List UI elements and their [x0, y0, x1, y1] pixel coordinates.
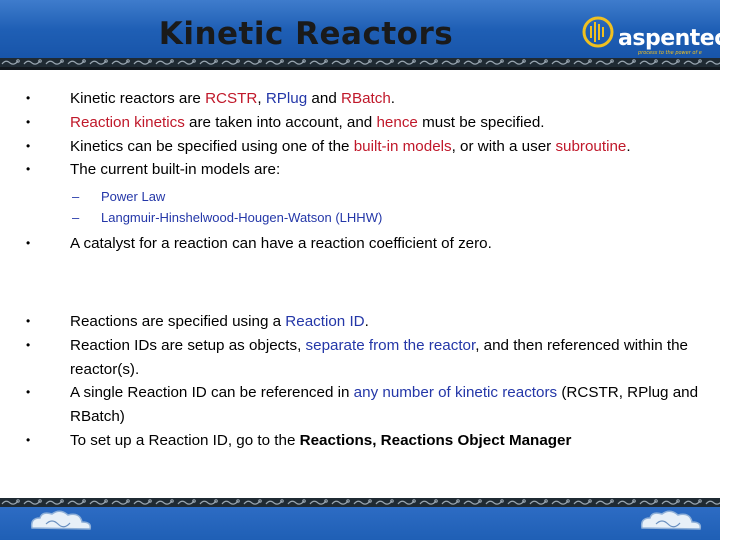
bullet-text-segment: .	[364, 312, 369, 330]
bullet-dot-icon: •	[26, 114, 31, 129]
bullet-text-segment: separate from the reactor	[305, 336, 476, 354]
bullet-text-segment: subroutine	[555, 137, 627, 155]
sub-bullet-item	[26, 207, 706, 228]
logo-tagline: process to the power of e	[638, 50, 702, 56]
bullet-text-segment: built-in models	[353, 137, 452, 155]
bullet-dot-icon: •	[26, 162, 31, 177]
bullet-item	[26, 111, 706, 135]
cloud-ornament-left-icon	[26, 508, 96, 534]
bullet-dot-icon: •	[26, 385, 31, 400]
bullet-text-segment: RBatch	[340, 90, 391, 107]
slide-title: Kinetic Reactors	[158, 16, 454, 52]
dash-icon: –	[72, 189, 80, 205]
bullet-item	[26, 232, 706, 256]
bullet-item	[26, 158, 706, 182]
title-bar	[0, 0, 742, 66]
bullet-text-segment: are taken into account, and	[184, 113, 377, 131]
bullet-text-segment: Reaction kinetics	[70, 113, 185, 131]
bullet-text-segment: Kinetics can be specified using one of the	[70, 137, 354, 155]
bullet-dot-icon: •	[26, 432, 31, 447]
spacer	[26, 256, 706, 310]
bullet-text-segment: hence	[376, 113, 418, 131]
bullet-dot-icon: •	[26, 236, 31, 251]
bullet-dot-icon: •	[26, 91, 31, 105]
sub-bullet-text: Power Law	[101, 189, 166, 205]
bullet-text-segment: Reaction IDs are setup as objects,	[70, 336, 306, 354]
bullet-text-segment: , or with a user	[451, 137, 556, 155]
bullet-item	[26, 334, 706, 382]
bullet-text-segment: ,	[257, 90, 266, 107]
slide-body	[26, 87, 706, 453]
bullet-text-segment: Reactions are specified using a	[70, 312, 286, 330]
bullet-text-segment: , and then referenced within the reactor(s).	[70, 336, 688, 378]
bullet-text-segment: must be specified.	[417, 113, 545, 131]
bullet-text-segment: (RCSTR, RPlug and RBatch)	[70, 384, 699, 426]
dash-icon: –	[72, 210, 80, 226]
bullet-text-segment: To set up a Reaction ID, go to the	[70, 431, 300, 449]
bullet-text-segment: .	[390, 90, 396, 107]
bullet-text-segment: The current built-in models are:	[70, 161, 281, 179]
bullet-text-segment: any number of kinetic reactors	[353, 384, 558, 402]
aspentech-logo	[578, 10, 742, 58]
bullet-text-segment: and	[307, 90, 341, 107]
logo-mark-icon	[582, 14, 614, 50]
bullet-dot-icon: •	[26, 337, 31, 352]
bullet-text-segment: RPlug	[265, 90, 308, 107]
sub-bullet-item	[26, 186, 706, 207]
cloud-ornament-right-icon	[636, 508, 706, 534]
bullet-item	[26, 381, 706, 429]
bullet-text-segment: Reaction ID	[285, 312, 365, 330]
logo-text: aspentech	[618, 26, 742, 51]
bullet-text-segment: .	[626, 137, 631, 155]
top-ornament-band	[0, 58, 720, 67]
bullet-item	[26, 429, 706, 453]
bullet-dot-icon: •	[26, 138, 31, 153]
sub-bullet-text: Langmuir-Hinshelwood-Hougen-Watson (LHHW)	[101, 210, 383, 226]
bullet-text-segment: RCSTR	[205, 90, 258, 107]
bullet-dot-icon: •	[26, 313, 31, 328]
bullet-item	[26, 310, 706, 334]
bullet-text-segment: A catalyst for a reaction can have a reaction coefficient of zero.	[70, 235, 492, 253]
bullet-text-segment: A single Reaction ID can be referenced in	[70, 384, 354, 402]
bottom-bar	[0, 507, 720, 540]
bullet-item	[26, 135, 706, 159]
top-ornament-pattern	[0, 58, 720, 67]
bullet-item	[26, 87, 706, 111]
bullet-text-segment: Reactions, Reactions Object Manager	[299, 431, 572, 449]
bullet-text-segment: Kinetic reactors are	[70, 90, 206, 107]
